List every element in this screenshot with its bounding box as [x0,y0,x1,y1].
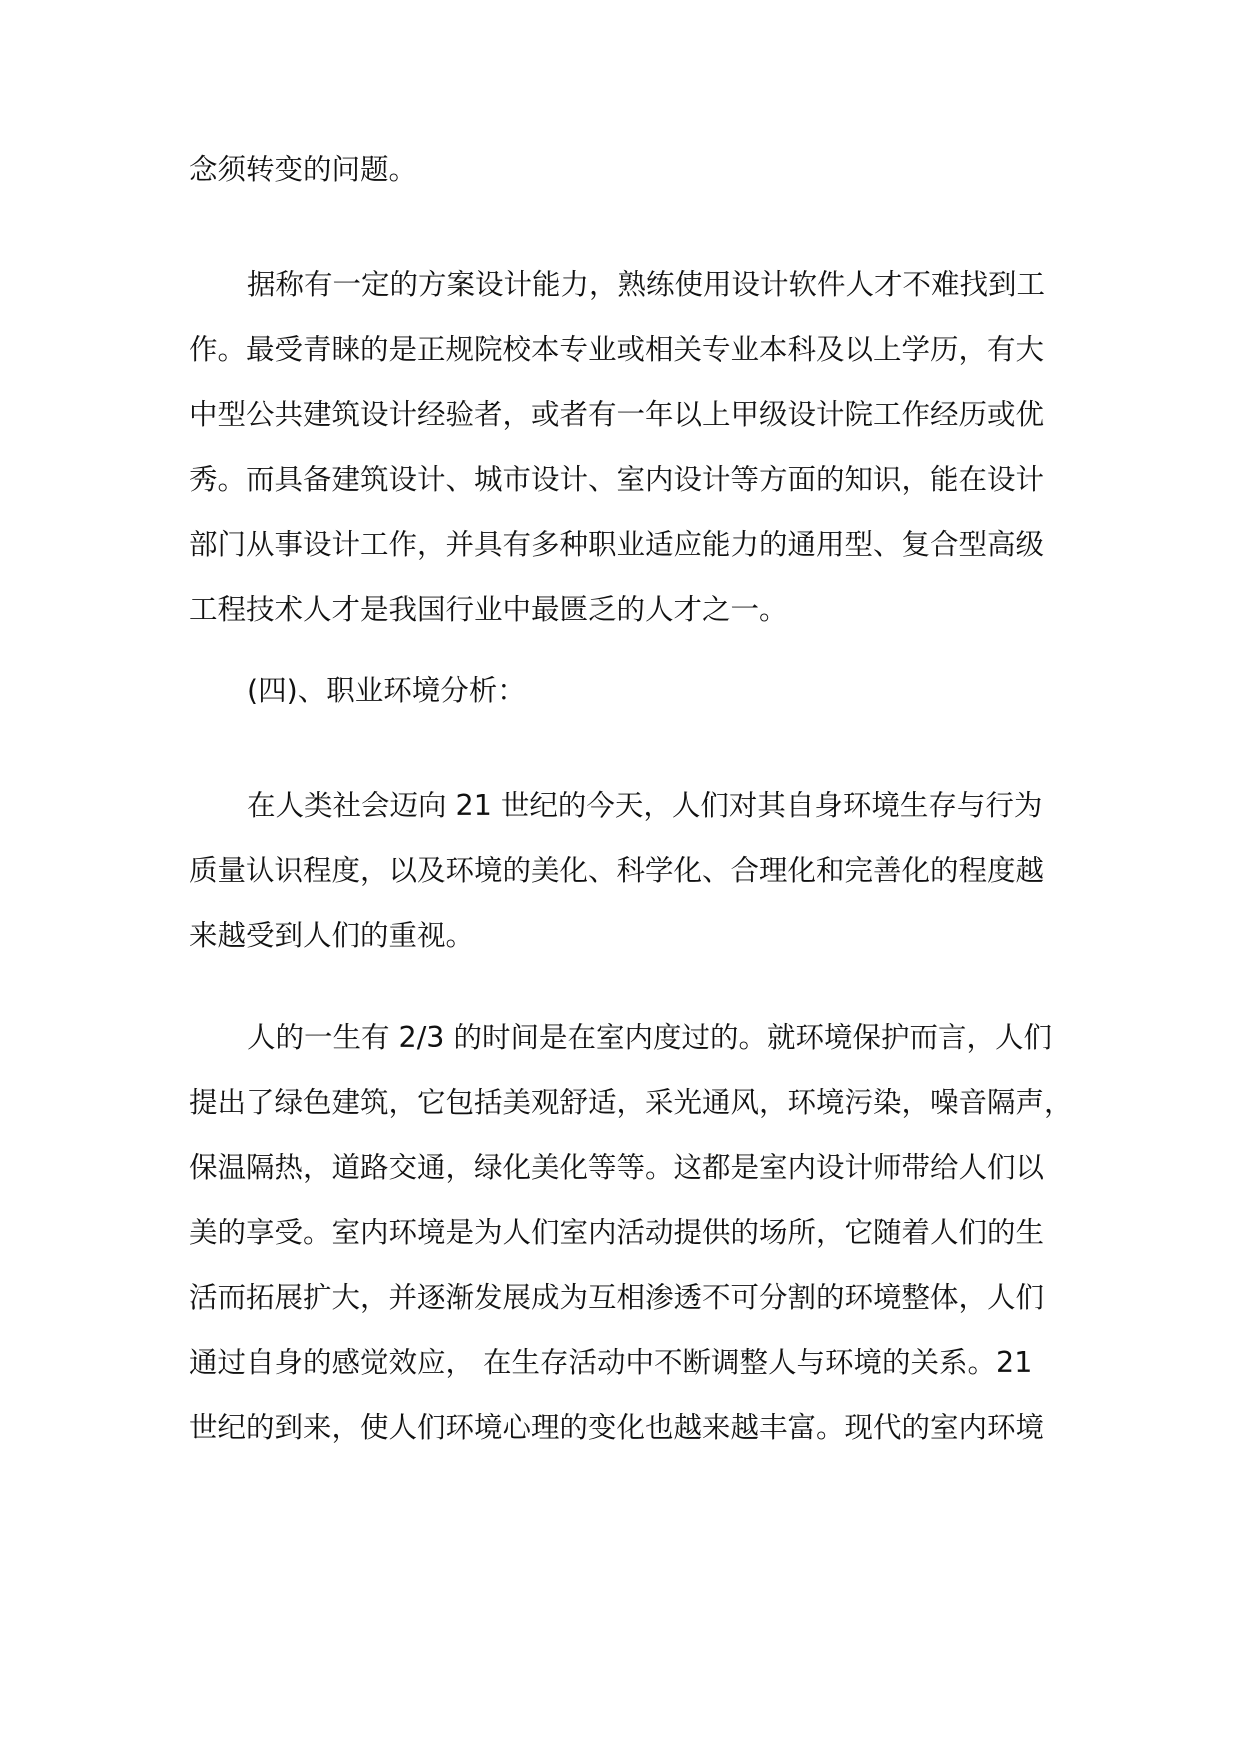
paragraph-environment-intro [189,773,1059,968]
text-line: 世纪的到来，使人们环境心理的变化也越来越丰富。现代的室内环境 [189,1411,1045,1444]
text-line: 据称有一定的方案设计能力，熟练使用设计软件人才不难找到工 [247,268,1046,301]
heading-line: (四)、职业环境分析： [247,674,526,707]
text-line: 人的一生有 2/3 的时间是在室内度过的。就环境保护而言，人们 [247,1021,1052,1054]
text-line: 提出了绿色建筑，它包括美观舒适，采光通风，环境污染，噪音隔声， [189,1086,1073,1119]
text-line: 秀。而具备建筑设计、城市设计、室内设计等方面的知识，能在设计 [189,463,1045,496]
text-line: 在人类社会迈向 21 世纪的今天，人们对其自身环境生存与行为 [247,789,1043,822]
text-line: 工程技术人才是我国行业中最匮乏的人才之一。 [189,593,788,626]
paragraph-indoor-environment [189,1005,1073,1460]
text-line: 部门从事设计工作，并具有多种职业适应能力的通用型、复合型高级 [189,528,1045,561]
text-line: 中型公共建筑设计经验者，或者有一年以上甲级设计院工作经历或优 [189,398,1045,431]
text-line: 美的享受。室内环境是为人们室内活动提供的场所，它随着人们的生 [189,1216,1045,1249]
paragraph-continuation [189,137,1059,202]
text-line: 念须转变的问题。 [189,153,418,186]
text-line: 来越受到人们的重视。 [189,919,475,952]
text-line: 作。最受青睐的是正规院校本专业或相关专业本科及以上学历，有大 [189,333,1045,366]
text-line: 通过自身的感觉效应， 在生存活动中不断调整人与环境的关系。21 [189,1346,1033,1379]
text-line: 保温隔热，道路交通，绿化美化等等。这都是室内设计师带给人们以 [189,1151,1045,1184]
paragraph-talent-demand [189,252,1059,642]
text-line: 活而拓展扩大，并逐渐发展成为互相渗透不可分割的环境整体，人们 [189,1281,1045,1314]
text-line: 质量认识程度，以及环境的美化、科学化、合理化和完善化的程度越 [189,854,1045,887]
section-heading [189,658,1059,723]
